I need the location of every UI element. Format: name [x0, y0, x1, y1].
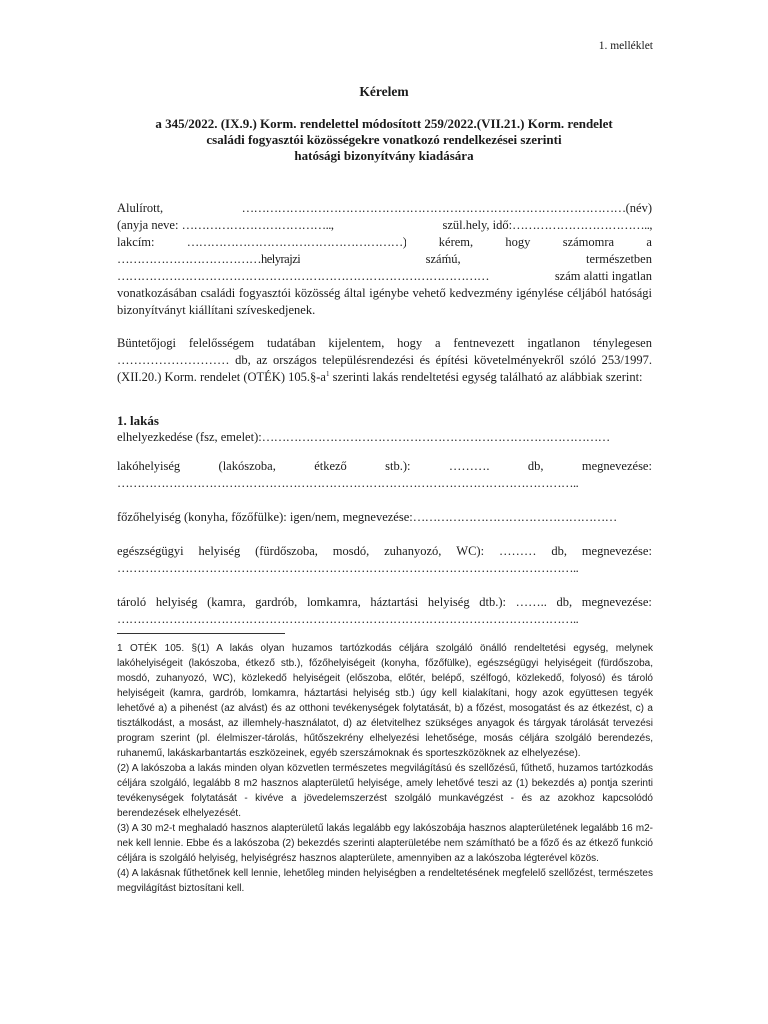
storage-word: háztartási [370, 595, 419, 609]
plot-number-field[interactable]: ………………………………helyrajzi [117, 252, 301, 266]
plot-word: természetben [586, 252, 652, 266]
sanitary-word: (fürdőszoba, [255, 544, 318, 558]
name-suffix: (név) [625, 201, 652, 215]
living-word: étkező [314, 459, 347, 473]
sanitary-word: zuhanyozó, [384, 544, 442, 558]
storage-word: megnevezése: [581, 595, 652, 609]
location-label: elhelyezkedése (fsz, emelet): [117, 430, 262, 444]
storage-count-field[interactable]: …….. [515, 595, 547, 609]
living-name-field[interactable]: …………………………………………………………………………………………………….. [117, 476, 579, 490]
cooking-field[interactable]: …………………………………………… [412, 510, 617, 524]
living-word: stb.): [385, 459, 411, 473]
living-count-field[interactable]: ………. [448, 459, 490, 473]
street-suffix: szám alatti ingatlan [554, 269, 652, 283]
sanitary-count-field[interactable]: ……… [498, 544, 537, 558]
annex-label: 1. melléklet [598, 40, 653, 52]
title-block [0, 84, 768, 164]
request-word: kérem, [438, 235, 474, 249]
location-field[interactable]: …………………………………………………………………………… [261, 430, 610, 444]
storage-word: helyiség [155, 595, 198, 609]
name-line [117, 200, 652, 217]
address-label: lakcím: [117, 235, 155, 249]
alulirott-label: Alulírott, [117, 201, 164, 215]
address-line [117, 234, 652, 251]
plot-word: száḿú, [425, 252, 461, 266]
cooking-line [117, 509, 652, 526]
street-field[interactable]: ………………………………………………………………………………… [117, 269, 489, 283]
mother-label: (anyja neve: [117, 218, 179, 232]
footnote-paragraph: 1 OTÉK 105. §(1) A lakás olyan huzamos tartózkodás céljára szolgáló önálló rendeltetési egység, melynek lakóhelyiségeit (lakószoba, étkező stb.), főzőhelyiségeit (konyha, főzőfülke), egészségügyi helyiségeit (fürdőszoba, mosdó, zuhanyozó, WC), közlekedő helyiségeit (előszoba, előtér, belépő, szélfogó, közlekedő, folyosó) és tároló helyiségeit (kamra, gardrób, lomkamra, háztartási helyiség stb.) úgy kell kialakítani, hogy azok együttesen tegyék lehetővé a) a pihenést (az alvást) és az otthoni tevékenységek folytatását, b) a főzést, mosogatást és az étkezést, c) a tisztálkodást, a mosást, az illemhely-használatot, d) az életvitelhez szükséges anyagok és tárgyak tárolását tervezési program szerint (pl. élelmiszer-tárolás, hűtőszekrény elhelyezési lehetősége, mosás céljára szolgáló berendezés, ruhanemű, lakáskarbantartás eszközeinek, egyéb szerszámoknak és sporteszközöknek az elhelyezése). [117, 643, 653, 759]
applicant-paragraph [117, 200, 652, 319]
request-word: a [646, 235, 652, 249]
birth-field[interactable]: …………………………….., [512, 218, 652, 232]
apartment-heading: 1. lakás [117, 413, 159, 428]
storage-word: lomkamra, [306, 595, 361, 609]
storage-word: tároló [117, 595, 147, 609]
plot-line [117, 251, 652, 268]
footnote-ref[interactable]: 1 [325, 369, 330, 378]
declaration-text-cont: szerinti lakás rendeltetési egység található az alábbiak szerint: [329, 370, 643, 384]
footnote-paragraph: (3) A 30 m2-t meghaladó hasznos alapterületű lakás legalább egy lakószobája hasznos alapterületének legalább 16 m2-nek kell lennie. Ebbe és a lakószoba (2) bekezdés szerinti alapterületébe nem számítható be a főző és az étkező funkció céljára is szolgáló helyiség, helyiségrész hasznos alapterülete, amennyiben az a lakószoba légterével közös. [117, 823, 653, 864]
storage-word: dtb.): [479, 595, 506, 609]
sanitary-line [117, 543, 652, 560]
request-word: hogy [505, 235, 531, 249]
declaration-paragraph [117, 335, 652, 386]
cooking-label: főzőhelyiség (konyha, főzőfülke): igen/nem, megnevezése: [117, 510, 413, 524]
sanitary-name-field[interactable]: …………………………………………………………………………………………………….. [117, 561, 579, 575]
street-line [117, 268, 652, 285]
living-word: (lakószoba, [218, 459, 276, 473]
apartment-section [117, 412, 652, 628]
living-word: megnevezése: [581, 459, 652, 473]
footnotes [117, 641, 653, 896]
subtitle-line: hatósági bizonyítvány kiadására [294, 148, 474, 163]
living-word: db, [527, 459, 544, 473]
mother-name-field[interactable]: ……………………………….., [181, 218, 334, 232]
storage-word: helyiség [427, 595, 470, 609]
request-word: számomra [562, 235, 615, 249]
purpose-text: vonatkozásában családi fogyasztói közösség által igénybe vehető kedvezmény igénylése céljából hatósági bizonyítványt kiállítani szíveskedjenek. [117, 286, 652, 317]
document-title: Kérelem [359, 84, 409, 99]
sanitary-word: db, [551, 544, 567, 558]
address-field[interactable]: ………………………………………………) [186, 235, 407, 249]
storage-line [117, 594, 652, 611]
living-room-line [117, 458, 652, 475]
living-word: lakóhelyiség [117, 459, 181, 473]
footnote-divider [117, 633, 285, 634]
mother-birth-line [117, 217, 652, 234]
sanitary-word: mosdó, [332, 544, 370, 558]
footnote-paragraph: (4) A lakásnak fűthetőnek kell lennie, lehetőleg minden helyiségben a rendeltetésének megfelelő szellőzést, természetes megvilágítást biztosítani kell. [117, 868, 653, 894]
subtitle-line: családi fogyasztói közösségekre vonatkozó rendelkezései szerinti [206, 132, 562, 147]
storage-word: db, [556, 595, 573, 609]
sanitary-word: helyiség [198, 544, 241, 558]
birth-label: szül.hely, idő: [442, 218, 513, 232]
declaration-text: Büntetőjogi felelősségem tudatában kijelentem, hogy a fentnevezett ingatlanon ténylegesen ……………………… db, az országos településrendezési és építési követelményekről szóló 253/1997. (XII.20.) Korm. rendelet (OTÉK) 105.§-a [117, 336, 652, 384]
storage-word: gardrób, [255, 595, 298, 609]
sanitary-word: megnevezése: [581, 544, 652, 558]
storage-word: (kamra, [207, 595, 246, 609]
sanitary-word: WC): [456, 544, 485, 558]
subtitle-line: a 345/2022. (IX.9.) Korm. rendelettel módosított 259/2022.(VII.21.) Korm. rendelet [155, 116, 613, 131]
location-line [117, 429, 652, 446]
storage-name-field[interactable]: …………………………………………………………………………………………………….. [117, 612, 579, 626]
sanitary-word: egészségügyi [117, 544, 184, 558]
footnote-paragraph: (2) A lakószoba a lakás minden olyan közvetlen természetes megvilágítású és szellőzésű, fűthető, huzamos tartózkodás céljára szolgáló, legalább 8 m2 hasznos alapterületű helyisége, amely lehetővé teszi az (1) bekezdés a) pontja szerinti tevékenységek folytatását - kivéve a jövedelemszerzést szolgáló munkavégzést - és az azokhoz kapcsolódó berendezések elhelyezését. [117, 763, 653, 819]
name-field[interactable]: …………………………………………………………………………………… [241, 201, 626, 215]
